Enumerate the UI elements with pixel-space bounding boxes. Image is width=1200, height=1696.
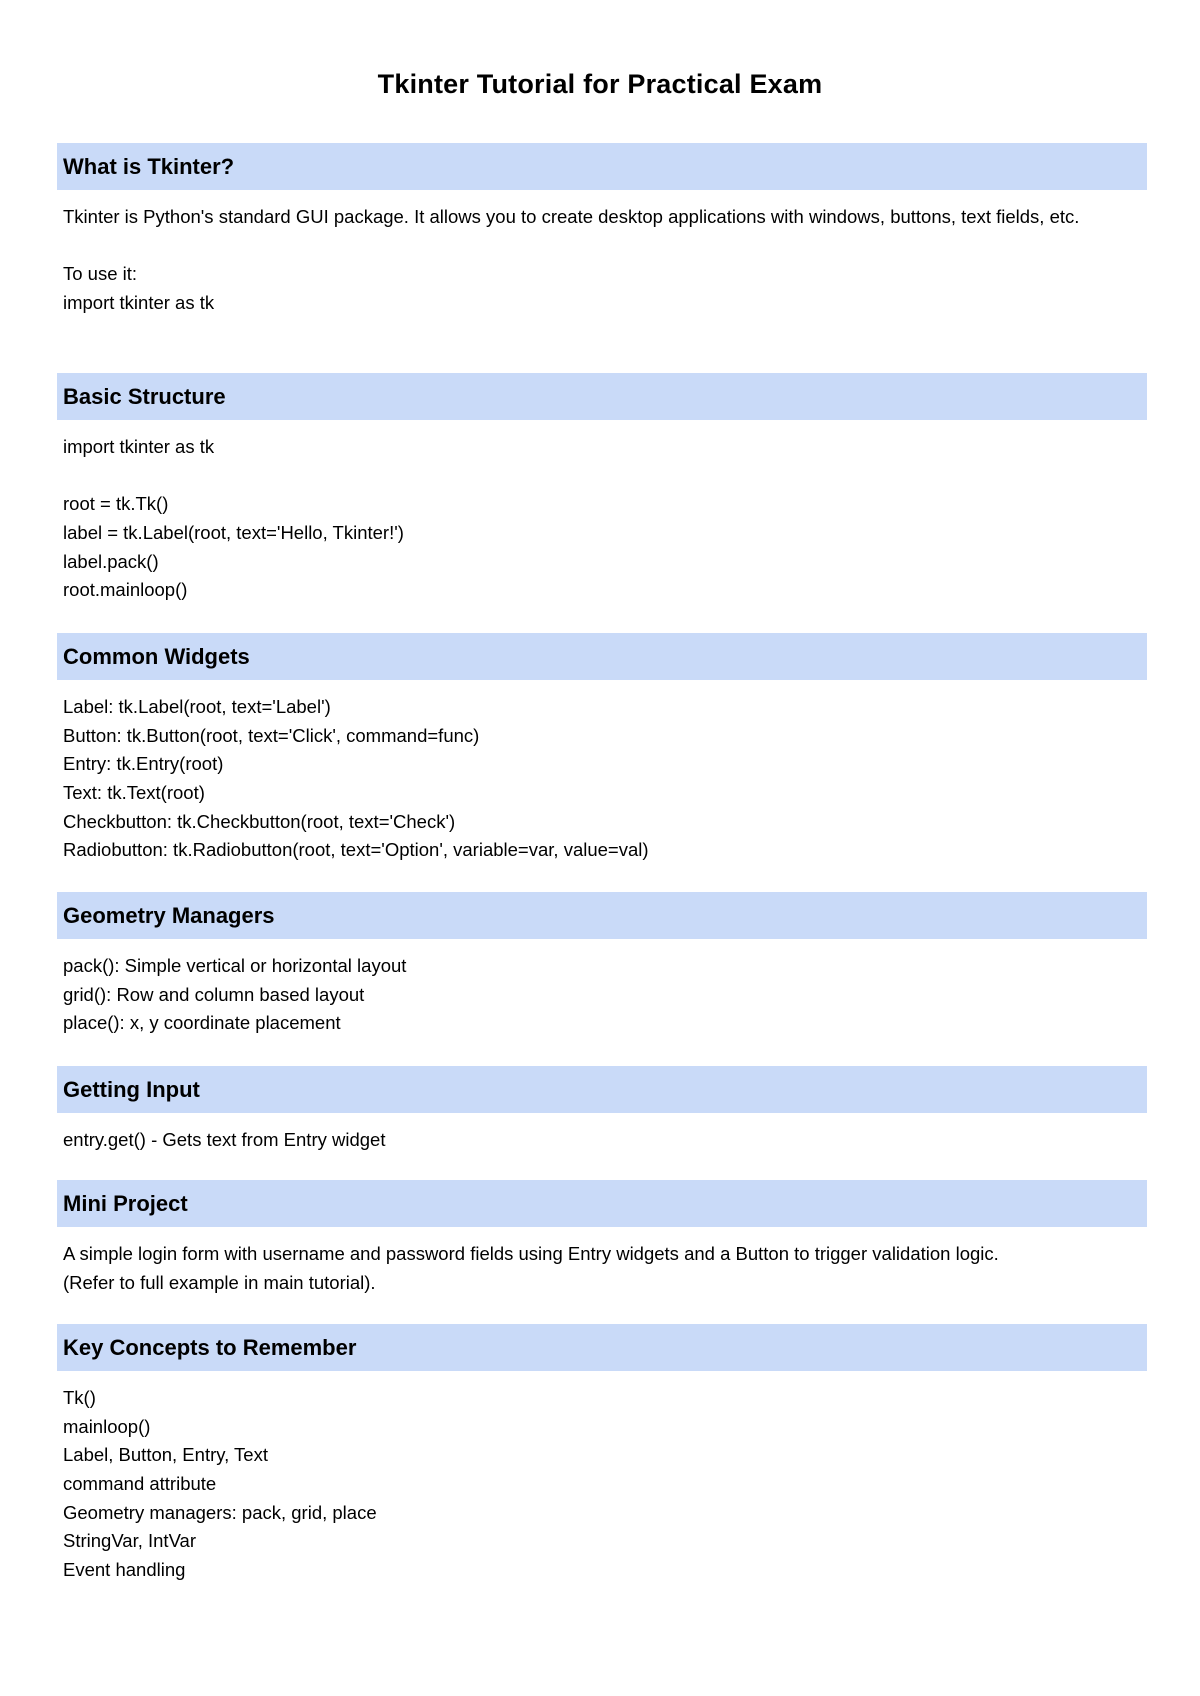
body-text-line: place(): x, y coordinate placement [63, 1012, 341, 1034]
section-key-concepts [57, 1324, 1147, 1585]
concept-line: StringVar, IntVar [63, 1530, 196, 1552]
section-heading: Common Widgets [57, 633, 1147, 680]
code-line: import tkinter as tk [63, 292, 215, 314]
blank-line [63, 462, 1147, 491]
body-text-line: To use it: [63, 263, 138, 285]
section-common-widgets [57, 633, 1147, 865]
widget-line: Button: tk.Button(root, text='Click', command=func) [63, 724, 480, 746]
section-body [57, 952, 1147, 1038]
body-text-line: pack(): Simple vertical or horizontal layout [63, 955, 407, 976]
code-line: root = tk.Tk() [63, 493, 169, 515]
code-line: label.pack() [63, 550, 159, 572]
section-heading: Key Concepts to Remember [57, 1324, 1147, 1371]
section-heading: Geometry Managers [57, 892, 1147, 939]
blank-line [63, 232, 1147, 261]
concept-line: Event handling [63, 1559, 186, 1581]
section-heading: Getting Input [57, 1066, 1147, 1113]
widget-line: Text: tk.Text(root) [63, 782, 205, 804]
section-heading: Mini Project [57, 1180, 1147, 1227]
body-text-line: entry.get() - Gets text from Entry widget [63, 1129, 386, 1150]
code-line: import tkinter as tk [63, 436, 215, 457]
section-geometry-managers [57, 892, 1147, 1038]
concept-line: Tk() [63, 1387, 96, 1408]
section-heading: Basic Structure [57, 373, 1147, 420]
widget-line: Checkbutton: tk.Checkbutton(root, text='Check') [63, 810, 456, 832]
body-text-line: Tkinter is Python's standard GUI package. It allows you to create desktop applications with windows, buttons, text fields, etc. [63, 206, 1080, 227]
document-title: Tkinter Tutorial for Practical Exam [377, 69, 823, 99]
section-getting-input [57, 1066, 1147, 1155]
widget-line: Label: tk.Label(root, text='Label') [63, 696, 331, 717]
body-text-line: A simple login form with username and password fields using Entry widgets and a Button to trigger validation logic. [63, 1243, 999, 1264]
section-body [57, 1126, 1147, 1155]
body-text-line: grid(): Row and column based layout [63, 983, 365, 1005]
concept-line: command attribute [63, 1473, 217, 1495]
widget-line: Entry: tk.Entry(root) [63, 753, 224, 775]
section-mini-project [57, 1180, 1147, 1297]
section-body [57, 1384, 1147, 1585]
concept-line: Geometry managers: pack, grid, place [63, 1501, 377, 1523]
section-body [57, 203, 1147, 318]
section-body [57, 693, 1147, 865]
concept-line: Label, Button, Entry, Text [63, 1444, 268, 1466]
section-body [57, 1240, 1147, 1297]
code-line: label = tk.Label(root, text='Hello, Tkinter!') [63, 522, 404, 544]
section-heading: What is Tkinter? [57, 143, 1147, 190]
section-what-is-tkinter [57, 143, 1147, 318]
code-line: root.mainloop() [63, 579, 188, 601]
widget-line: Radiobutton: tk.Radiobutton(root, text='Option', variable=var, value=val) [63, 839, 649, 861]
body-text-line: (Refer to full example in main tutorial). [63, 1271, 376, 1293]
concept-line: mainloop() [63, 1415, 151, 1437]
section-body [57, 433, 1147, 605]
section-basic-structure [57, 373, 1147, 605]
